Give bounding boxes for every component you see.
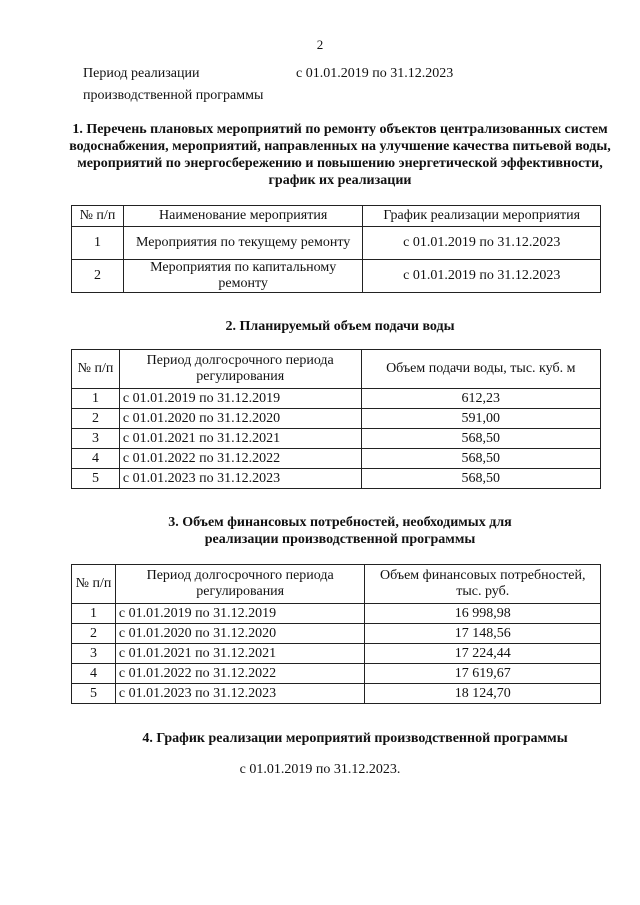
- period-cell: с 01.01.2023 по 31.12.2023: [119, 469, 361, 489]
- section4-period: с 01.01.2019 по 31.12.2023.: [239, 762, 401, 777]
- header-cell: № п/п: [72, 565, 116, 604]
- table-row: [72, 684, 601, 704]
- activity-schedule: с 01.01.2019 по 31.12.2023: [363, 260, 601, 293]
- period-cell: с 01.01.2021 по 31.12.2021: [119, 429, 361, 449]
- header-cell: № п/п: [72, 206, 124, 227]
- section1-heading: 1. Перечень плановых мероприятий по ремонту объектов централизованных систем водоснабжения, мероприятий, направленных на улучшение качества питьевой воды, мероприятий по энергосбережению и повышению энергетической эффективности, график их реализации: [69, 122, 611, 188]
- value-cell: 612,23: [361, 389, 600, 409]
- period-cell: с 01.01.2020 по 31.12.2020: [119, 409, 361, 429]
- table-row: [72, 469, 601, 489]
- table-row: [72, 409, 601, 429]
- period-cell: с 01.01.2019 по 31.12.2019: [119, 389, 361, 409]
- section4-heading: 4. График реализации мероприятий производственной программы: [142, 731, 568, 746]
- period-label-line1: Период реализации: [83, 66, 200, 81]
- row-number: 3: [72, 644, 116, 664]
- period-cell: с 01.01.2023 по 31.12.2023: [115, 684, 365, 704]
- value-cell: 591,00: [361, 409, 600, 429]
- table-row: [72, 429, 601, 449]
- period-label-line2: производственной программы: [83, 88, 264, 103]
- value-cell: 17 224,44: [365, 644, 601, 664]
- header-cell: Период долгосрочного периода регулирования: [119, 350, 361, 389]
- row-number: 3: [72, 429, 120, 449]
- row-number: 5: [72, 684, 116, 704]
- row-number: 4: [72, 664, 116, 684]
- header-cell: График реализации мероприятия: [363, 206, 601, 227]
- period-value: с 01.01.2019 по 31.12.2023: [296, 66, 454, 81]
- value-cell: 17 148,56: [365, 624, 601, 644]
- value-cell: 16 998,98: [365, 604, 601, 624]
- table-header-row: [72, 350, 601, 389]
- table-row: [72, 260, 601, 293]
- table-row: [72, 664, 601, 684]
- table-row: [72, 449, 601, 469]
- header-cell: № п/п: [72, 350, 120, 389]
- header-cell: Объем финансовых потребностей, тыс. руб.: [365, 565, 601, 604]
- value-cell: 568,50: [361, 449, 600, 469]
- row-number: 1: [72, 389, 120, 409]
- row-number: 2: [72, 624, 116, 644]
- period-cell: с 01.01.2020 по 31.12.2020: [115, 624, 365, 644]
- table-header-row: [72, 206, 601, 227]
- financial-needs-table: [71, 564, 601, 704]
- table-row: [72, 389, 601, 409]
- table-header-row: [72, 565, 601, 604]
- table-row: [72, 624, 601, 644]
- row-number: 2: [72, 260, 124, 293]
- value-cell: 568,50: [361, 429, 600, 449]
- water-supply-table: [71, 349, 601, 489]
- header-cell: Наименование мероприятия: [123, 206, 363, 227]
- activity-name: Мероприятия по текущему ремонту: [123, 227, 363, 260]
- row-number: 1: [72, 604, 116, 624]
- value-cell: 17 619,67: [365, 664, 601, 684]
- activity-schedule: с 01.01.2019 по 31.12.2023: [363, 227, 601, 260]
- section3-heading-line2: реализации производственной программы: [204, 532, 476, 547]
- period-cell: с 01.01.2021 по 31.12.2021: [115, 644, 365, 664]
- row-number: 1: [72, 227, 124, 260]
- section3-heading-line1: 3. Объем финансовых потребностей, необходимых для: [168, 515, 512, 530]
- header-cell: Объем подачи воды, тыс. куб. м: [361, 350, 600, 389]
- page-number: 2: [316, 37, 324, 52]
- period-cell: с 01.01.2019 по 31.12.2019: [115, 604, 365, 624]
- section3-heading: [60, 514, 620, 548]
- table-row: [72, 644, 601, 664]
- row-number: 4: [72, 449, 120, 469]
- period-cell: с 01.01.2022 по 31.12.2022: [115, 664, 365, 684]
- activities-table: [71, 205, 601, 293]
- row-number: 2: [72, 409, 120, 429]
- value-cell: 568,50: [361, 469, 600, 489]
- activity-name: Мероприятия по капитальному ремонту: [123, 260, 363, 293]
- header-cell: Период долгосрочного периода регулирования: [115, 565, 365, 604]
- value-cell: 18 124,70: [365, 684, 601, 704]
- row-number: 5: [72, 469, 120, 489]
- table-row: [72, 227, 601, 260]
- period-label: [83, 63, 263, 107]
- table-row: [72, 604, 601, 624]
- section2-heading: 2. Планируемый объем подачи воды: [225, 319, 455, 334]
- period-cell: с 01.01.2022 по 31.12.2022: [119, 449, 361, 469]
